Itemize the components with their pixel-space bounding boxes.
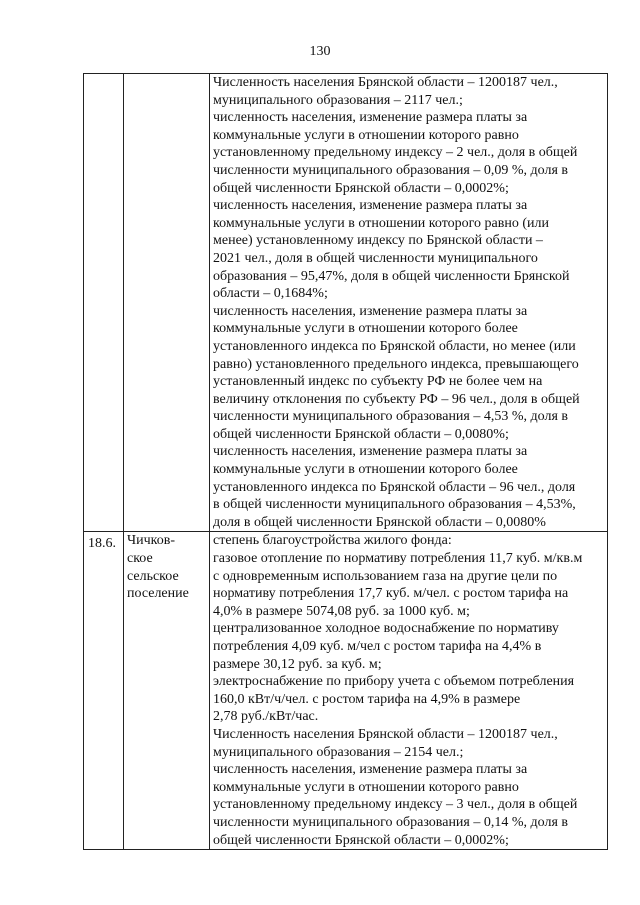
text-line: 160,0 кВт/ч/чел. с ростом тарифа на 4,9% в размере <box>213 691 521 707</box>
text-line: установленный индекс по субъекту РФ не более чем на <box>213 374 543 390</box>
text-line: общей численности Брянской области – 0,0080%; <box>213 426 509 442</box>
text-line: Чичков- <box>127 533 175 549</box>
text-line: Численность населения Брянской области – 1200187 чел., <box>213 75 558 90</box>
text-line: размере 30,12 руб. за куб. м; <box>213 656 382 672</box>
text-line: установленного индекса по Брянской области – 96 чел., доля <box>213 479 576 495</box>
text-line: равно) установленного предельного индекса, превышающего <box>213 356 579 372</box>
text-line: 4,0% в размере 5074,08 руб. за 1000 куб. м; <box>213 603 470 619</box>
text-line: потребления 4,09 куб. м/чел с ростом тарифа на 4,4% в <box>213 639 542 654</box>
text-line: сельское <box>127 568 179 584</box>
row-number-cell <box>84 74 124 532</box>
text-line: ское <box>127 551 153 567</box>
text-line: численность населения, изменение размера платы за <box>213 444 528 460</box>
text-line: численность населения, изменение размера платы за <box>213 303 528 319</box>
text-line: численности муниципального образования – 0,14 %, доля в <box>213 814 569 830</box>
text-line: 2,78 руб./кВт/час. <box>213 709 319 725</box>
text-line: коммунальные услуги в отношении которого равно <box>213 779 519 795</box>
page-number: 130 <box>309 44 331 59</box>
text-line: коммунальные услуги в отношении которого равно (или <box>213 215 549 231</box>
description-cell <box>210 74 608 532</box>
text-line: коммунальные услуги в отношении которого более <box>213 321 518 337</box>
text-line: общей численности Брянской области – 0,0002%; <box>213 832 509 848</box>
table-row <box>84 74 608 532</box>
text-line: в общей численности муниципального образования – 4,53%, <box>213 497 576 513</box>
text-line: централизованное холодное водоснабжение по нормативу <box>213 621 559 637</box>
text-line: коммунальные услуги в отношении которого равно <box>213 127 519 143</box>
description-text <box>210 532 607 849</box>
document-table <box>83 73 608 850</box>
text-line: с одновременным использованием газа на другие цели по <box>213 568 558 584</box>
text-line: численность населения, изменение размера платы за <box>213 198 528 214</box>
text-line: коммунальные услуги в отношении которого более <box>213 462 518 478</box>
text-line: поселение <box>127 586 189 602</box>
row-number-cell <box>84 532 124 850</box>
text-line: нормативу потребления 17,7 куб. м/чел. с ростом тарифа на <box>213 586 569 602</box>
text-line: Численность населения Брянской области – 1200187 чел., <box>213 726 558 742</box>
text-line: области – 0,1684%; <box>213 286 328 302</box>
text-line: электроснабжение по прибору учета с объемом потребления <box>213 674 575 690</box>
text-line: установленного индекса по Брянской области, но менее (или <box>213 338 576 354</box>
text-line: степень благоустройства жилого фонда: <box>213 533 452 549</box>
settlement-name <box>124 532 209 602</box>
description-cell <box>210 532 608 850</box>
settlement-name-cell <box>124 532 210 850</box>
text-line: величину отклонения по субъекту РФ – 96 чел., доля в общей <box>213 391 580 407</box>
description-text <box>210 74 607 531</box>
text-line: менее) установленному индексу по Брянской области – <box>213 233 543 249</box>
text-line: доля в общей численности Брянской области – 0,0080% <box>213 514 546 530</box>
table-row <box>84 532 608 850</box>
text-line: численность населения, изменение размера платы за <box>213 762 528 778</box>
text-line: численность населения, изменение размера платы за <box>213 110 528 126</box>
text-line: общей численности Брянской области – 0,0002%; <box>213 180 509 196</box>
text-line: газовое отопление по нормативу потребления 11,7 куб. м/кв.м <box>213 551 583 567</box>
text-line: муниципального образования – 2117 чел.; <box>213 92 463 108</box>
row-number: 18.6. <box>88 536 116 552</box>
text-line: установленному предельному индексу – 3 чел., доля в общей <box>213 797 578 813</box>
text-line: 2021 чел., доля в общей численности муниципального <box>213 250 538 266</box>
text-line: муниципального образования – 2154 чел.; <box>213 744 464 760</box>
text-line: образования – 95,47%, доля в общей численности Брянской <box>213 268 570 284</box>
settlement-name-cell <box>124 74 210 532</box>
text-line: численности муниципального образования – 0,09 %, доля в <box>213 162 569 178</box>
text-line: установленному предельному индексу – 2 чел., доля в общей <box>213 145 578 161</box>
text-line: численности муниципального образования – 4,53 %, доля в <box>213 409 569 425</box>
